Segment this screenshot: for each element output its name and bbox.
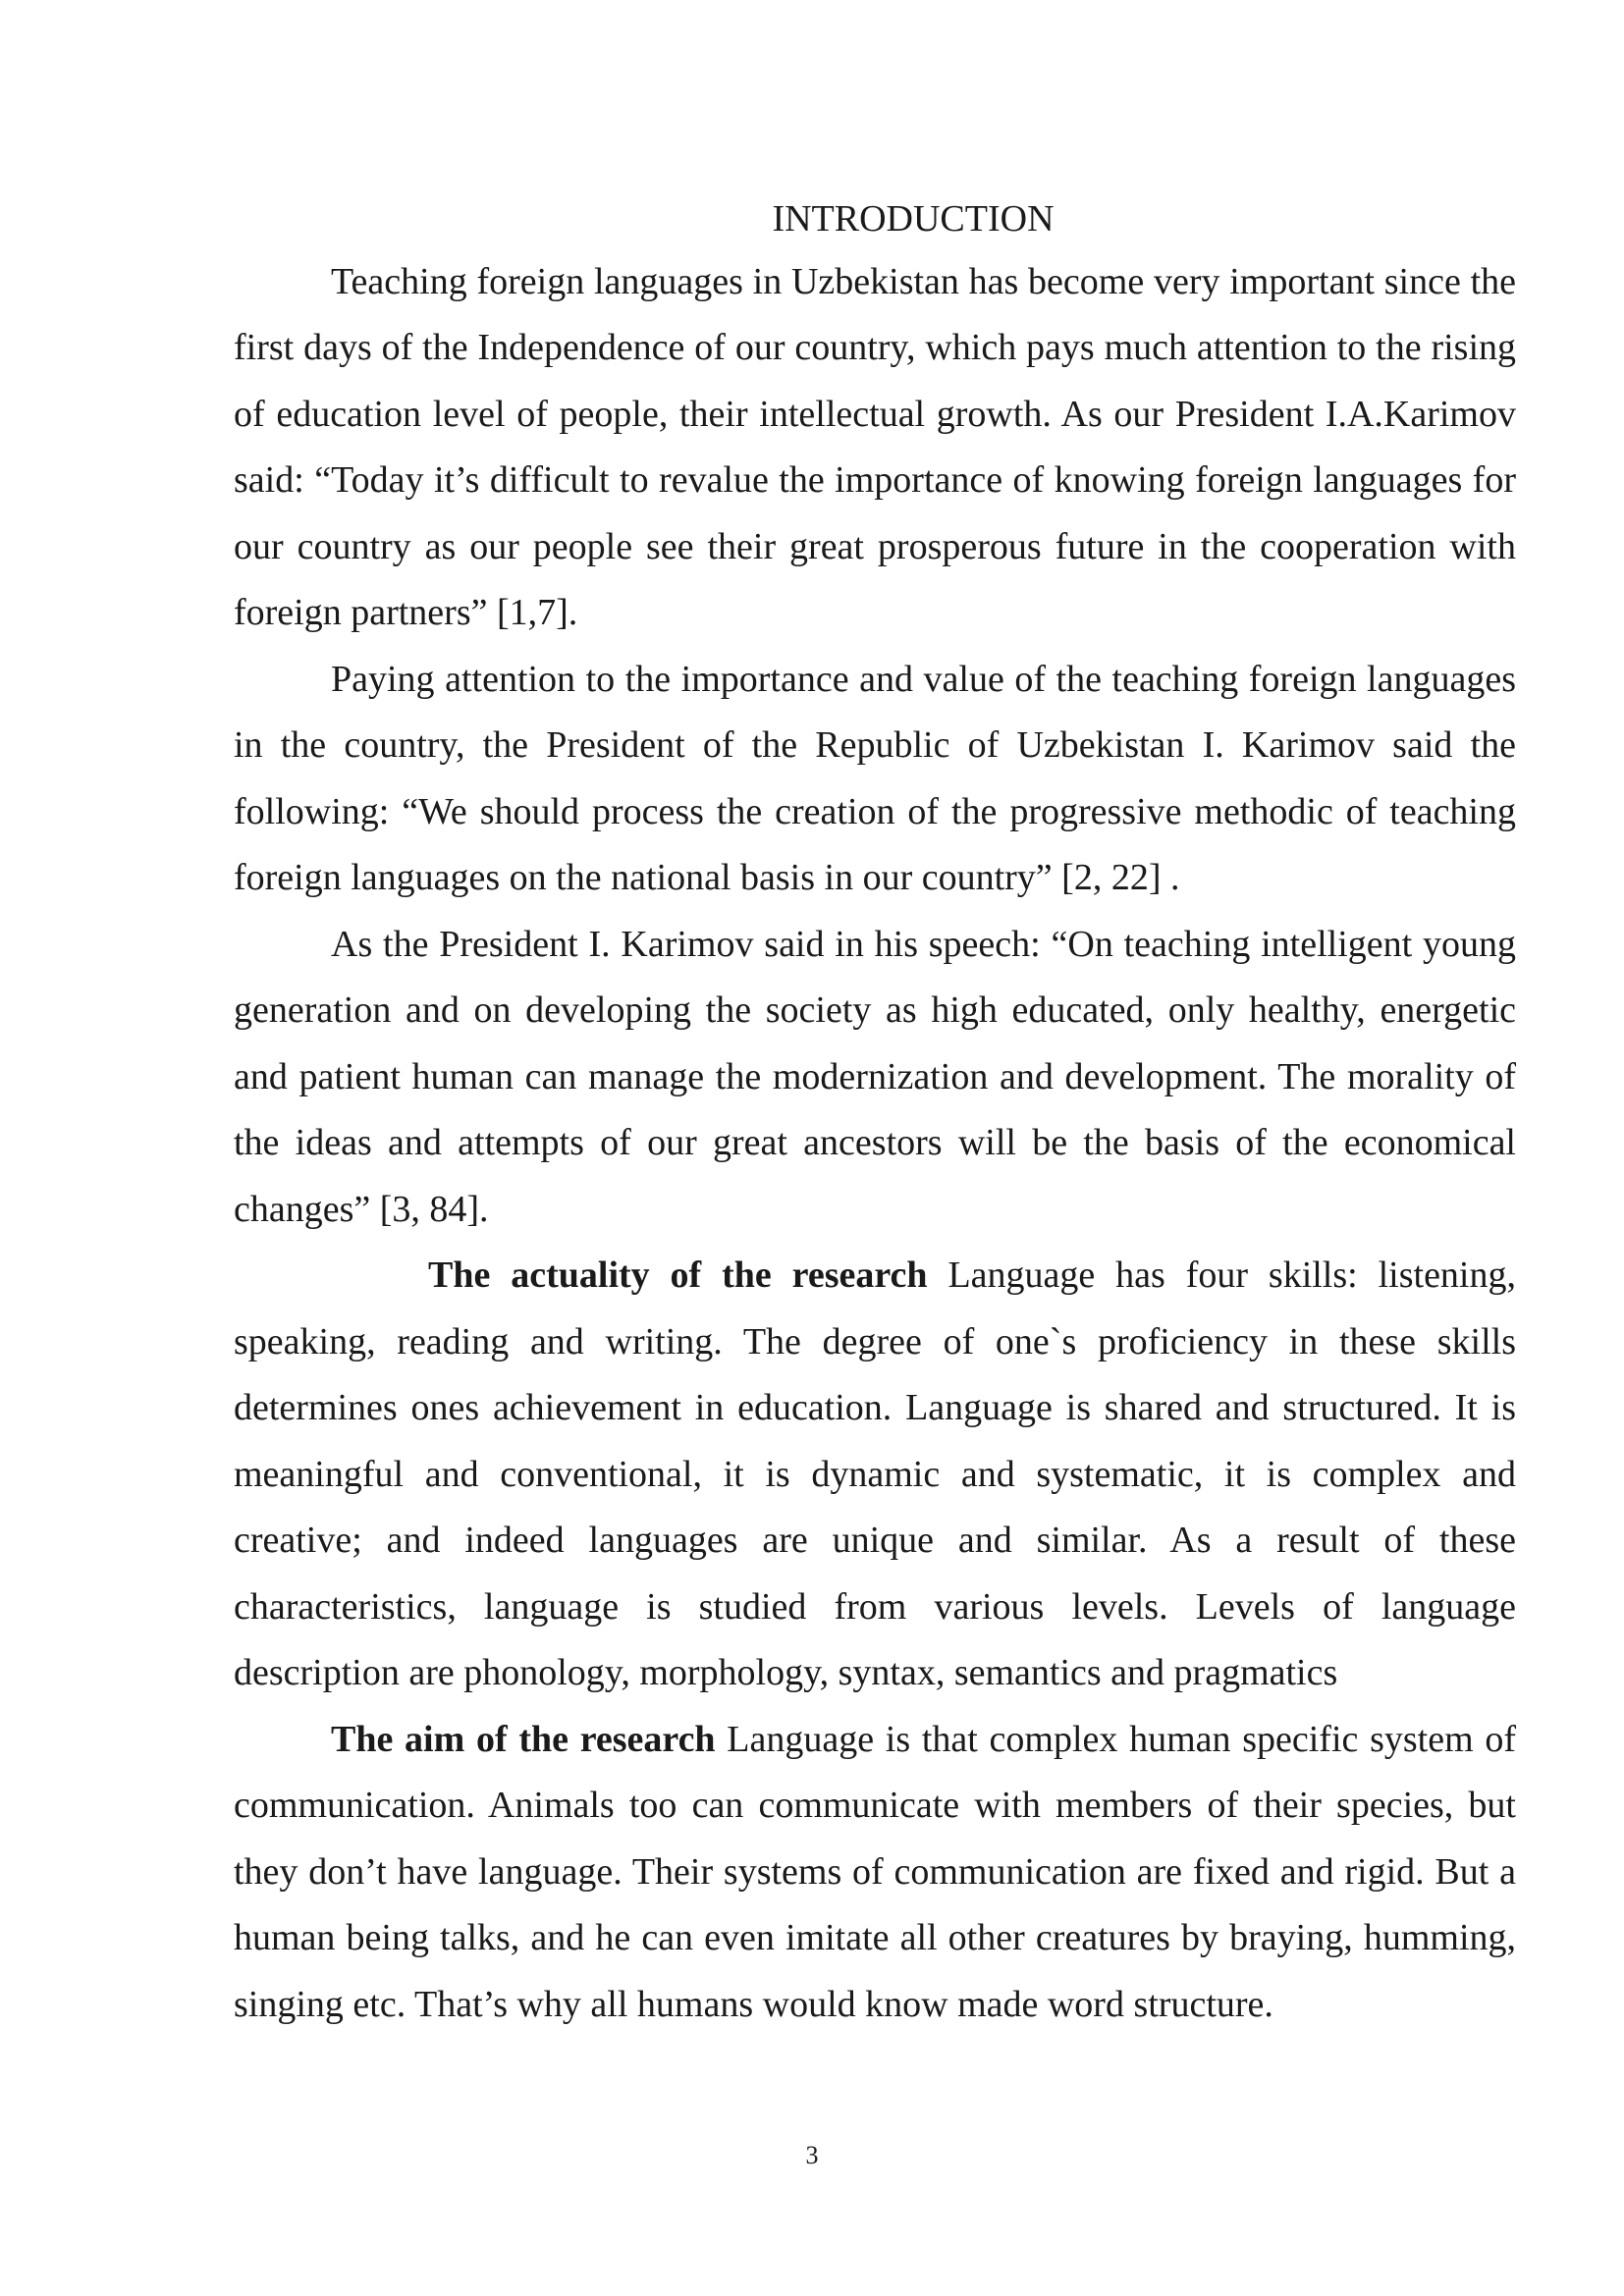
body-text (234, 187, 1516, 2038)
paragraph-1 (234, 249, 1516, 647)
paragraph-3 (234, 912, 1516, 1244)
paragraph-text: Teaching foreign languages in Uzbekistan has become very important since the first days of the Independence of our country, which pays much attention to the rising of education level of people, their intellectual growth. As our President I.A.Karimov said: “Today it’s difficult to revalue the importance of knowing foreign languages for our country as our people see their great prosperous future in the cooperation with foreign partners” [1,7]. (234, 260, 1516, 633)
paragraph-text: As the President I. Karimov said in his speech: “On teaching intelligent young generation and on developing the society as high educated, only healthy, energetic and patient human can manage the modernization and development. The morality of the ideas and attempts of our great ancestors will be the basis of the economical changes” [3, 84]. (234, 923, 1516, 1230)
paragraph-bold-lead: The actuality of the research (428, 1255, 928, 1296)
paragraph-text: Language has four skills: listening, speaking, reading and writing. The degree of one`s proficiency in these skills determines ones achievement in education. Language is shared and structured. It is meaningful and conventional, it is dynamic and systematic, it is complex and creative; and indeed languages are unique and similar. As a result of these characteristics, language is studied from various levels. Levels of language description are phonology, morphology, syntax, semantics and pragmatics (234, 1255, 1516, 1693)
paragraph-text: Language is that complex human specific system of communication. Animals too can communicate with members of their species, but they don’t have language. Their systems of communication are fixed and rigid. But a human being talks, and he can even imitate all other creatures by braying, humming, singing etc. That’s why all humans would know made word structure. (234, 1718, 1517, 2025)
paragraph-text: Paying attention to the importance and value of the teaching foreign languages in the country, the President of the Republic of Uzbekistan I. Karimov said the following: “We should process the creation of the progressive methodic of teaching foreign languages on the national basis in our country” [2, 22] . (234, 658, 1516, 898)
paragraph-actuality (234, 1243, 1516, 1707)
page-number: 3 (805, 2141, 819, 2169)
paragraph-aim (234, 1707, 1516, 2039)
paragraph-2 (234, 647, 1516, 912)
section-heading: INTRODUCTION (772, 198, 1055, 240)
paragraph-bold-lead: The aim of the research (331, 1718, 716, 1760)
